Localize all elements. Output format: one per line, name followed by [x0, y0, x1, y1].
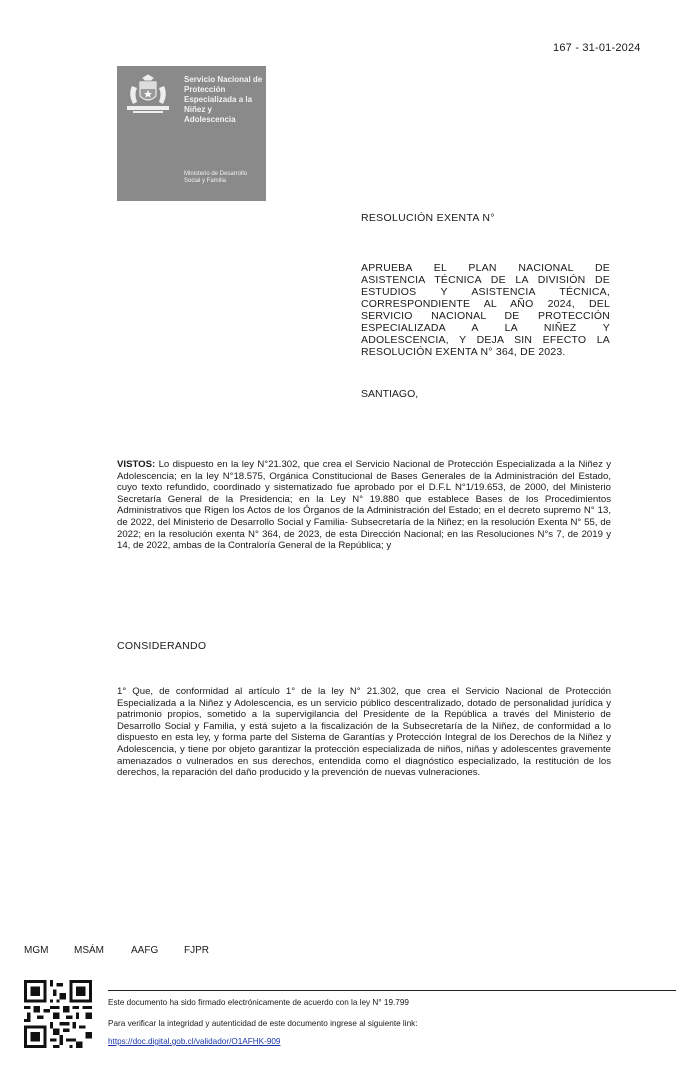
vistos-text: Lo dispuesto en la ley N°21.302, que crea el Servicio Nacional de Protección Especializada a la Niñez y Adolescencia; en la ley N°18.575, Orgánica Constitucional de Bases Generales de la Administración del Estado, cuyo texto refundido, coordinado y sistematizado fue aprobado por el D.F.L N°1/19.653, de 2000, del Ministerio Secretaría General de la Presidencia; en la Ley N° 19.880 que establece Bases de los Procedimientos Administrativos que Rigen los Actos de los Órganos de la Administración del Estado; en el decreto supremo N° 13, de 2022, del Ministerio de Desarrollo Social y Familia- Subsecretaría de la Niñez; en la resolución Exenta N° 55, de 2022; en la resolución exenta N° 364, de 2023, de esta Dirección Nacional; en las Resoluciones N°s 7, de 2019 y 14, de 2022, ambas de la Contraloría General de la República; y	[117, 459, 612, 552]
initials: FJPR	[184, 945, 209, 956]
subject-line: ESPECIALIZADA A LA NIÑEZ Y	[361, 322, 610, 334]
document-reference: 167 - 31-01-2024	[553, 42, 641, 54]
institution-name: Servicio Nacional de Protección Especializada a la Niñez y Adolescencia	[184, 75, 263, 124]
signature-notice: Este documento ha sido firmado electrónicamente de acuerdo con la ley N° 19.799	[108, 998, 409, 1007]
institution-logo	[117, 66, 266, 201]
subject-line: CORRESPONDIENTE AL AÑO 2024, DEL	[361, 298, 610, 310]
resolution-subject	[361, 262, 610, 358]
initials: MGM	[24, 945, 49, 956]
subject-line: SERVICIO NACIONAL DE PROTECCIÓN	[361, 310, 610, 322]
initials-row	[24, 945, 224, 956]
subject-line: ASISTENCIA TÉCNICA DE LA DIVISIÓN DE	[361, 274, 610, 286]
vistos-label: VISTOS:	[117, 459, 156, 470]
verification-link[interactable]: https://doc.digital.gob.cl/validador/O1AFHK-909	[108, 1037, 281, 1046]
vistos-paragraph	[117, 459, 611, 552]
initials: AAFG	[131, 945, 159, 956]
subject-line: ADOLESCENCIA, Y DEJA SIN EFECTO LA	[361, 334, 610, 346]
coat-of-arms-icon	[123, 74, 173, 116]
subject-line: APRUEBA EL PLAN NACIONAL DE	[361, 262, 610, 274]
subject-line: RESOLUCIÓN EXENTA N° 364, DE 2023.	[361, 346, 566, 358]
verification-notice: Para verificar la integridad y autenticidad de este documento ingrese al siguiente link:	[108, 1019, 418, 1028]
subject-line: ESTUDIOS Y ASISTENCIA TÉCNICA,	[361, 286, 610, 298]
considerando-heading: CONSIDERANDO	[117, 640, 207, 652]
considerando-paragraph-1: 1° Que, de conformidad al artículo 1° de la ley N° 21.302, que crea el Servicio Nacional de Protección Especializada a la Niñez y Adolescencia, es un servicio público descentralizado, dotado de personalidad jurídica y patrimonio propios, sometido a la supervigilancia del Presidente de la República a través del Ministerio de Desarrollo Social y Familia, y está sujeto a la fiscalización de la Subsecretaría de la Niñez, de conformidad a lo dispuesto en esta ley, y forma parte del Sistema de Garantías y Protección Integral de los Derechos de la Niñez y Adolescencia, y tiene por objeto garantizar la protección especializada de niños, niñas y adolescentes gravemente amenazados o vulnerados en sus derechos, entendida como el diagnóstico especializado, la restitución de los derechos, la reparación del daño producido y la prevención de nuevas vulneraciones.	[117, 686, 611, 779]
qr-code-icon[interactable]	[24, 980, 92, 1048]
resolution-title: RESOLUCIÓN EXENTA N°	[361, 212, 495, 224]
initials: MSÁM	[74, 945, 104, 956]
place: SANTIAGO,	[361, 388, 419, 400]
ministry-name: Ministerio de Desarrollo Social y Familia	[184, 171, 248, 184]
footer-divider	[108, 990, 676, 991]
